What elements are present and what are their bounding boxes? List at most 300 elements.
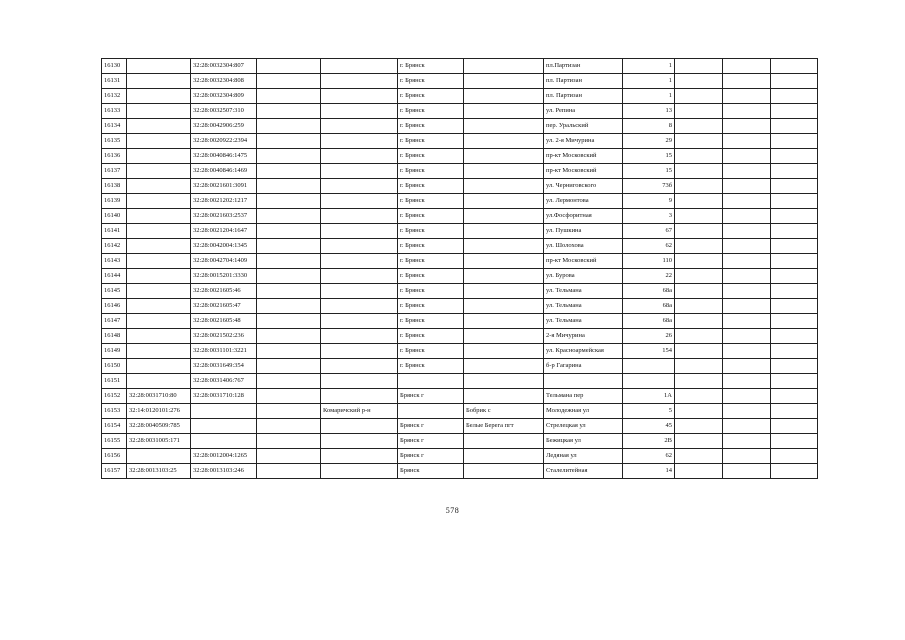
- table-cell: [723, 59, 771, 74]
- old-cadastral-number-cell: [127, 194, 191, 209]
- old-cadastral-number-cell: [127, 284, 191, 299]
- table-cell: [723, 299, 771, 314]
- street-cell: [544, 374, 623, 389]
- old-cadastral-number-cell: [127, 119, 191, 134]
- cadastral-number-cell: 32:28:0032304:807: [191, 59, 257, 74]
- page-number: 578: [445, 506, 460, 515]
- table-cell: [771, 134, 818, 149]
- table-cell: [723, 179, 771, 194]
- street-cell: Сталелитейная: [544, 464, 623, 479]
- house-number-cell: 62: [623, 449, 675, 464]
- old-cadastral-number-cell: [127, 224, 191, 239]
- street-cell: Ледяная ул: [544, 449, 623, 464]
- table-cell: [723, 194, 771, 209]
- table-row: [102, 254, 818, 269]
- record-id-cell: 16155: [102, 434, 127, 449]
- table-cell: [771, 449, 818, 464]
- settlement-cell: [464, 269, 544, 284]
- cadastral-number-cell: 32:28:0032304:808: [191, 74, 257, 89]
- table-row: [102, 299, 818, 314]
- old-cadastral-number-cell: [127, 149, 191, 164]
- table-cell: [723, 119, 771, 134]
- table-cell: [675, 134, 723, 149]
- settlement-cell: [464, 299, 544, 314]
- table-cell: [257, 284, 321, 299]
- table-cell: [675, 179, 723, 194]
- house-number-cell: 1: [623, 89, 675, 104]
- table-cell: [723, 209, 771, 224]
- street-cell: ул. 2-я Мичурина: [544, 134, 623, 149]
- district-cell: [321, 464, 398, 479]
- table-cell: [771, 284, 818, 299]
- table-cell: [771, 254, 818, 269]
- table-row: [102, 389, 818, 404]
- record-id-cell: 16141: [102, 224, 127, 239]
- city-cell: г. Брянск: [398, 89, 464, 104]
- street-cell: б-р Гагарина: [544, 359, 623, 374]
- table-cell: [771, 404, 818, 419]
- city-cell: г. Брянск: [398, 359, 464, 374]
- cadastral-number-cell: 32:28:0032507:310: [191, 104, 257, 119]
- table-cell: [723, 344, 771, 359]
- cadastral-number-cell: 32:28:0020922:2394: [191, 134, 257, 149]
- table-cell: [723, 74, 771, 89]
- settlement-cell: [464, 284, 544, 299]
- city-cell: Брянск г: [398, 449, 464, 464]
- street-cell: ул. Бурова: [544, 269, 623, 284]
- district-cell: [321, 89, 398, 104]
- street-cell: ул. Шолохова: [544, 239, 623, 254]
- city-cell: г. Брянск: [398, 329, 464, 344]
- street-cell: Стрелецкая ул: [544, 419, 623, 434]
- record-id-cell: 16134: [102, 119, 127, 134]
- street-cell: пл. Партизан: [544, 89, 623, 104]
- house-number-cell: 2В: [623, 434, 675, 449]
- table-cell: [771, 209, 818, 224]
- cadastral-number-cell: 32:28:0042906:259: [191, 119, 257, 134]
- house-number-cell: 110: [623, 254, 675, 269]
- registry-table: [101, 58, 818, 479]
- house-number-cell: 68а: [623, 284, 675, 299]
- house-number-cell: 14: [623, 464, 675, 479]
- table-cell: [771, 74, 818, 89]
- table-cell: [675, 404, 723, 419]
- cadastral-number-cell: 32:28:0031649:354: [191, 359, 257, 374]
- old-cadastral-number-cell: [127, 299, 191, 314]
- house-number-cell: 154: [623, 344, 675, 359]
- street-cell: ул. Репина: [544, 104, 623, 119]
- city-cell: г. Брянск: [398, 209, 464, 224]
- street-cell: ул. Черниговского: [544, 179, 623, 194]
- district-cell: [321, 224, 398, 239]
- record-id-cell: 16142: [102, 239, 127, 254]
- table-cell: [257, 344, 321, 359]
- house-number-cell: 3: [623, 209, 675, 224]
- district-cell: [321, 329, 398, 344]
- cadastral-number-cell: 32:28:0032304:809: [191, 89, 257, 104]
- cadastral-number-cell: 32:28:0021202:1217: [191, 194, 257, 209]
- city-cell: [398, 374, 464, 389]
- table-cell: [723, 449, 771, 464]
- table-row: [102, 104, 818, 119]
- cadastral-number-cell: 32:28:0021605:47: [191, 299, 257, 314]
- record-id-cell: 16143: [102, 254, 127, 269]
- old-cadastral-number-cell: 32:28:0013103:25: [127, 464, 191, 479]
- settlement-cell: [464, 359, 544, 374]
- old-cadastral-number-cell: [127, 74, 191, 89]
- city-cell: г. Брянск: [398, 59, 464, 74]
- district-cell: [321, 269, 398, 284]
- district-cell: [321, 119, 398, 134]
- record-id-cell: 16144: [102, 269, 127, 284]
- record-id-cell: 16147: [102, 314, 127, 329]
- table-cell: [257, 74, 321, 89]
- table-cell: [257, 119, 321, 134]
- district-cell: [321, 419, 398, 434]
- old-cadastral-number-cell: [127, 269, 191, 284]
- house-number-cell: 22: [623, 269, 675, 284]
- old-cadastral-number-cell: 32:28:0031710:80: [127, 389, 191, 404]
- district-cell: Комаричский р-н: [321, 404, 398, 419]
- street-cell: пр-кт Московский: [544, 164, 623, 179]
- city-cell: г. Брянск: [398, 344, 464, 359]
- table-cell: [771, 119, 818, 134]
- old-cadastral-number-cell: [127, 209, 191, 224]
- table-cell: [675, 194, 723, 209]
- settlement-cell: Бобрик с: [464, 404, 544, 419]
- table-cell: [771, 419, 818, 434]
- table-cell: [723, 419, 771, 434]
- table-cell: [771, 329, 818, 344]
- house-number-cell: 73б: [623, 179, 675, 194]
- table-cell: [675, 209, 723, 224]
- district-cell: [321, 179, 398, 194]
- table-cell: [723, 404, 771, 419]
- record-id-cell: 16138: [102, 179, 127, 194]
- table-cell: [257, 179, 321, 194]
- city-cell: г. Брянск: [398, 149, 464, 164]
- table-cell: [675, 359, 723, 374]
- record-id-cell: 16153: [102, 404, 127, 419]
- table-row: [102, 224, 818, 239]
- table-cell: [771, 389, 818, 404]
- old-cadastral-number-cell: [127, 89, 191, 104]
- cadastral-number-cell: 32:28:0021605:46: [191, 284, 257, 299]
- cadastral-number-cell: 32:28:0031710:128: [191, 389, 257, 404]
- table-row: [102, 89, 818, 104]
- table-cell: [771, 239, 818, 254]
- table-cell: [771, 359, 818, 374]
- table-cell: [771, 344, 818, 359]
- city-cell: г. Брянск: [398, 134, 464, 149]
- house-number-cell: 62: [623, 239, 675, 254]
- cadastral-number-cell: 32:28:0012004:1265: [191, 449, 257, 464]
- old-cadastral-number-cell: [127, 254, 191, 269]
- settlement-cell: [464, 254, 544, 269]
- settlement-cell: [464, 164, 544, 179]
- house-number-cell: 15: [623, 149, 675, 164]
- cadastral-number-cell: [191, 419, 257, 434]
- district-cell: [321, 194, 398, 209]
- district-cell: [321, 74, 398, 89]
- table-row: [102, 74, 818, 89]
- district-cell: [321, 59, 398, 74]
- settlement-cell: [464, 89, 544, 104]
- street-cell: пл.Партизан: [544, 59, 623, 74]
- cadastral-number-cell: 32:28:0040846:1469: [191, 164, 257, 179]
- record-id-cell: 16150: [102, 359, 127, 374]
- street-cell: ул. Тельмана: [544, 299, 623, 314]
- table-cell: [723, 269, 771, 284]
- table-cell: [723, 134, 771, 149]
- table-cell: [257, 89, 321, 104]
- record-id-cell: 16130: [102, 59, 127, 74]
- house-number-cell: 15: [623, 164, 675, 179]
- cadastral-number-cell: 32:28:0021605:48: [191, 314, 257, 329]
- settlement-cell: [464, 239, 544, 254]
- table-cell: [771, 434, 818, 449]
- table-cell: [723, 284, 771, 299]
- table-cell: [675, 449, 723, 464]
- table-cell: [675, 464, 723, 479]
- district-cell: [321, 164, 398, 179]
- record-id-cell: 16146: [102, 299, 127, 314]
- table-cell: [675, 59, 723, 74]
- table-cell: [723, 359, 771, 374]
- district-cell: [321, 299, 398, 314]
- table-cell: [771, 164, 818, 179]
- table-cell: [257, 314, 321, 329]
- table-row: [102, 374, 818, 389]
- table-cell: [257, 59, 321, 74]
- table-cell: [257, 299, 321, 314]
- old-cadastral-number-cell: 32:28:0040509:785: [127, 419, 191, 434]
- old-cadastral-number-cell: 32:28:0031005:171: [127, 434, 191, 449]
- city-cell: г. Брянск: [398, 254, 464, 269]
- table-cell: [771, 299, 818, 314]
- house-number-cell: [623, 374, 675, 389]
- house-number-cell: 1: [623, 59, 675, 74]
- city-cell: г. Брянск: [398, 119, 464, 134]
- table-row: [102, 284, 818, 299]
- street-cell: 2-я Мичурина: [544, 329, 623, 344]
- record-id-cell: 16145: [102, 284, 127, 299]
- district-cell: [321, 104, 398, 119]
- table-cell: [771, 149, 818, 164]
- house-number-cell: 8: [623, 119, 675, 134]
- table-row: [102, 164, 818, 179]
- street-cell: пр-кт Московский: [544, 149, 623, 164]
- table-cell: [723, 89, 771, 104]
- table-cell: [723, 314, 771, 329]
- table-cell: [771, 89, 818, 104]
- house-number-cell: 13: [623, 104, 675, 119]
- city-cell: Брянск г: [398, 419, 464, 434]
- record-id-cell: 16152: [102, 389, 127, 404]
- table-cell: [675, 74, 723, 89]
- table-cell: [257, 239, 321, 254]
- table-cell: [723, 389, 771, 404]
- record-id-cell: 16132: [102, 89, 127, 104]
- street-cell: ул. Тельмана: [544, 314, 623, 329]
- settlement-cell: [464, 434, 544, 449]
- record-id-cell: 16148: [102, 329, 127, 344]
- record-id-cell: 16140: [102, 209, 127, 224]
- settlement-cell: [464, 59, 544, 74]
- city-cell: [398, 404, 464, 419]
- table-cell: [257, 269, 321, 284]
- table-cell: [257, 359, 321, 374]
- table-cell: [257, 149, 321, 164]
- street-cell: ул. Лермонтова: [544, 194, 623, 209]
- table-cell: [257, 464, 321, 479]
- house-number-cell: [623, 359, 675, 374]
- cadastral-number-cell: 32:28:0015201:3330: [191, 269, 257, 284]
- city-cell: г. Брянск: [398, 224, 464, 239]
- district-cell: [321, 374, 398, 389]
- city-cell: г. Брянск: [398, 314, 464, 329]
- table-cell: [771, 179, 818, 194]
- record-id-cell: 16151: [102, 374, 127, 389]
- table-cell: [771, 374, 818, 389]
- street-cell: ул. Тельмана: [544, 284, 623, 299]
- record-id-cell: 16136: [102, 149, 127, 164]
- old-cadastral-number-cell: [127, 179, 191, 194]
- table-cell: [771, 269, 818, 284]
- street-cell: пр-кт Московский: [544, 254, 623, 269]
- house-number-cell: 68а: [623, 299, 675, 314]
- settlement-cell: Белые Берега пгт: [464, 419, 544, 434]
- settlement-cell: [464, 314, 544, 329]
- table-cell: [723, 329, 771, 344]
- record-id-cell: 16156: [102, 449, 127, 464]
- table-cell: [675, 329, 723, 344]
- record-id-cell: 16133: [102, 104, 127, 119]
- city-cell: г. Брянск: [398, 299, 464, 314]
- table-cell: [257, 194, 321, 209]
- table-cell: [771, 464, 818, 479]
- table-cell: [257, 254, 321, 269]
- settlement-cell: [464, 329, 544, 344]
- street-cell: ул.Фосфоритная: [544, 209, 623, 224]
- record-id-cell: 16137: [102, 164, 127, 179]
- house-number-cell: 5: [623, 404, 675, 419]
- city-cell: г. Брянск: [398, 179, 464, 194]
- table-row: [102, 269, 818, 284]
- table-row: [102, 179, 818, 194]
- old-cadastral-number-cell: [127, 374, 191, 389]
- table-row: [102, 314, 818, 329]
- street-cell: ул. Пушкина: [544, 224, 623, 239]
- table-cell: [675, 314, 723, 329]
- city-cell: г. Брянск: [398, 104, 464, 119]
- settlement-cell: [464, 194, 544, 209]
- table-cell: [675, 419, 723, 434]
- table-row: [102, 119, 818, 134]
- settlement-cell: [464, 104, 544, 119]
- old-cadastral-number-cell: [127, 134, 191, 149]
- old-cadastral-number-cell: 32:14:0120101:276: [127, 404, 191, 419]
- street-cell: пл. Партизан: [544, 74, 623, 89]
- settlement-cell: [464, 389, 544, 404]
- table-row: [102, 404, 818, 419]
- settlement-cell: [464, 449, 544, 464]
- table-cell: [675, 299, 723, 314]
- city-cell: г. Брянск: [398, 194, 464, 209]
- table-row: [102, 464, 818, 479]
- district-cell: [321, 254, 398, 269]
- table-cell: [675, 164, 723, 179]
- settlement-cell: [464, 179, 544, 194]
- table-cell: [771, 104, 818, 119]
- table-row: [102, 194, 818, 209]
- settlement-cell: [464, 224, 544, 239]
- city-cell: г. Брянск: [398, 74, 464, 89]
- cadastral-number-cell: 32:28:0013103:246: [191, 464, 257, 479]
- table-row: [102, 344, 818, 359]
- house-number-cell: 45: [623, 419, 675, 434]
- cadastral-number-cell: 32:28:0031406:767: [191, 374, 257, 389]
- district-cell: [321, 134, 398, 149]
- table-cell: [675, 239, 723, 254]
- old-cadastral-number-cell: [127, 104, 191, 119]
- street-cell: Бежицкая ул: [544, 434, 623, 449]
- table-cell: [675, 119, 723, 134]
- table-cell: [257, 104, 321, 119]
- district-cell: [321, 359, 398, 374]
- settlement-cell: [464, 209, 544, 224]
- cadastral-number-cell: 32:28:0021601:3091: [191, 179, 257, 194]
- house-number-cell: 1: [623, 74, 675, 89]
- district-cell: [321, 434, 398, 449]
- city-cell: Брянск г: [398, 434, 464, 449]
- table-cell: [675, 434, 723, 449]
- old-cadastral-number-cell: [127, 314, 191, 329]
- old-cadastral-number-cell: [127, 359, 191, 374]
- record-id-cell: 16154: [102, 419, 127, 434]
- cadastral-number-cell: 32:28:0021204:1647: [191, 224, 257, 239]
- table-cell: [723, 254, 771, 269]
- table-cell: [723, 239, 771, 254]
- table-cell: [257, 134, 321, 149]
- record-id-cell: 16139: [102, 194, 127, 209]
- cadastral-number-cell: 32:28:0031101:3221: [191, 344, 257, 359]
- old-cadastral-number-cell: [127, 344, 191, 359]
- record-id-cell: 16157: [102, 464, 127, 479]
- house-number-cell: 9: [623, 194, 675, 209]
- cadastral-number-cell: 32:28:0040846:1475: [191, 149, 257, 164]
- settlement-cell: [464, 74, 544, 89]
- city-cell: г. Брянск: [398, 284, 464, 299]
- street-cell: Тельмана пер: [544, 389, 623, 404]
- settlement-cell: [464, 134, 544, 149]
- settlement-cell: [464, 119, 544, 134]
- city-cell: г. Брянск: [398, 164, 464, 179]
- district-cell: [321, 239, 398, 254]
- city-cell: г. Брянск: [398, 239, 464, 254]
- table-cell: [675, 254, 723, 269]
- district-cell: [321, 314, 398, 329]
- table-cell: [771, 59, 818, 74]
- cadastral-number-cell: 32:28:0021603:2537: [191, 209, 257, 224]
- house-number-cell: 29: [623, 134, 675, 149]
- old-cadastral-number-cell: [127, 449, 191, 464]
- table-cell: [675, 89, 723, 104]
- cadastral-number-cell: 32:28:0042704:1409: [191, 254, 257, 269]
- cadastral-number-cell: [191, 404, 257, 419]
- table-cell: [723, 464, 771, 479]
- table-cell: [257, 224, 321, 239]
